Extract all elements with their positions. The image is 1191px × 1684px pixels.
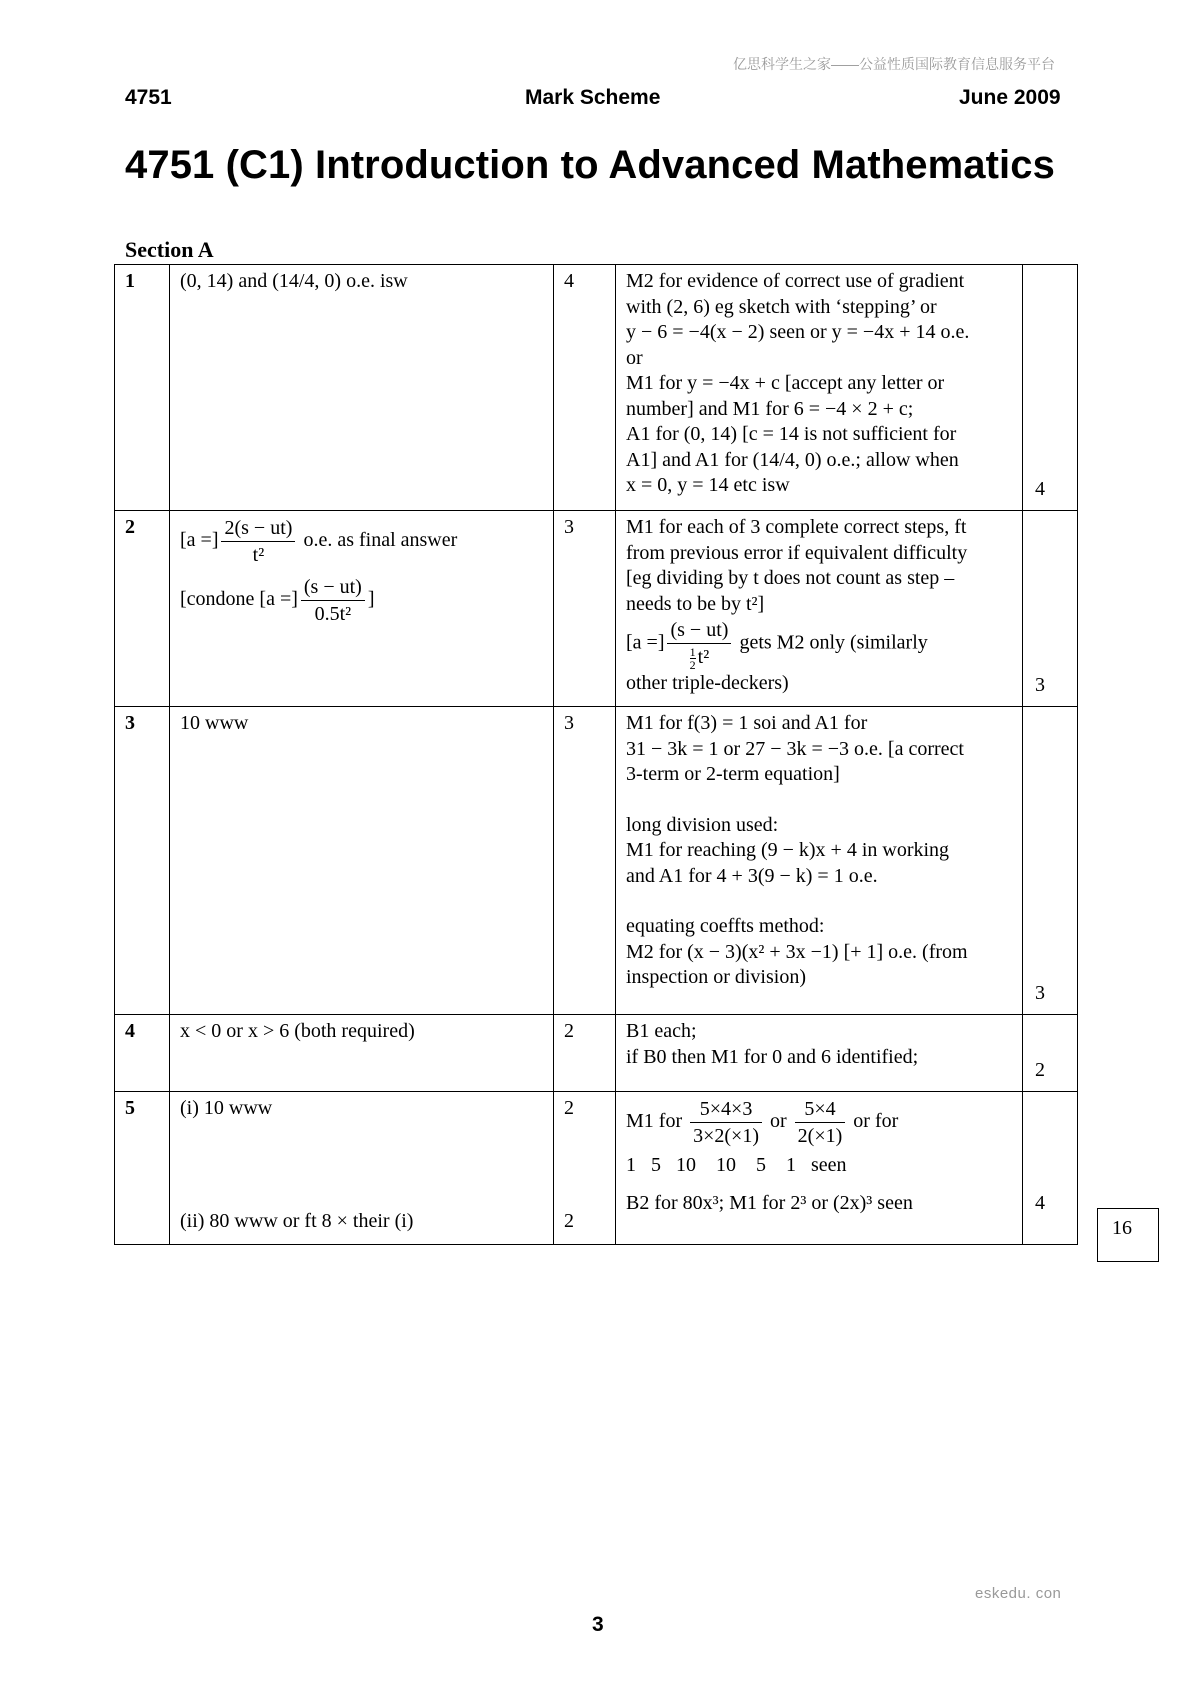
question-number: 3 bbox=[115, 707, 170, 1015]
table-row bbox=[115, 1015, 1078, 1092]
guidance-line: M2 for evidence of correct use of gradient bbox=[626, 270, 965, 292]
fraction-numerator: 5×4×3 bbox=[690, 1096, 762, 1123]
spacer bbox=[626, 788, 1016, 813]
guidance-line: 31 − 3k = 1 or 27 − 3k = −3 o.e. [a correct bbox=[626, 737, 964, 760]
row-total: 3 bbox=[1035, 673, 1045, 696]
spacer bbox=[626, 889, 1016, 914]
guidance-or: or bbox=[770, 1110, 787, 1133]
guidance-cell bbox=[616, 265, 1023, 511]
row-total: 4 bbox=[1035, 1191, 1045, 1214]
answer-cell: (0, 14) and (14/4, 0) o.e. isw bbox=[170, 265, 554, 511]
guidance-line: equating coeffts method: bbox=[626, 915, 825, 937]
fraction-denominator: 0.5t² bbox=[314, 603, 352, 625]
fraction-denominator: 3×2(×1) bbox=[693, 1125, 759, 1147]
answer-fraction bbox=[221, 515, 295, 568]
condone-fraction bbox=[301, 574, 365, 627]
mark-cell bbox=[554, 1092, 616, 1245]
table-row bbox=[115, 1092, 1078, 1245]
guidance-line: y − 6 = −4(x − 2) seen or y = −4x + 14 o.e. bbox=[626, 321, 970, 343]
guidance-formula bbox=[626, 617, 1016, 671]
guidance-line: M2 for (x − 3)(x² + 3x −1) [+ 1] o.e. (from bbox=[626, 940, 968, 963]
spacer bbox=[180, 1122, 543, 1209]
guidance-line: if B0 then M1 for 0 and 6 identified; bbox=[626, 1045, 919, 1068]
spacer bbox=[564, 1122, 605, 1209]
guidance-line: [eg dividing by t does not count as step – bbox=[626, 567, 955, 589]
guidance-fraction bbox=[667, 617, 731, 671]
guidance-line: long division used: bbox=[626, 813, 779, 836]
mark-cell: 3 bbox=[554, 511, 616, 707]
mark-cell: 4 bbox=[554, 265, 616, 511]
answer-suffix: o.e. as final answer bbox=[303, 529, 458, 552]
fraction-denominator bbox=[667, 644, 731, 671]
guidance-cell bbox=[616, 1015, 1023, 1092]
fraction-numerator: 5×4 bbox=[795, 1096, 846, 1123]
total-cell bbox=[1023, 707, 1078, 1015]
fraction-denominator: t² bbox=[252, 544, 265, 566]
guidance-m1: M1 for bbox=[626, 1110, 683, 1133]
total-cell bbox=[1023, 1092, 1078, 1245]
guidance-line: A1] and A1 for (14/4, 0) o.e.; allow when bbox=[626, 448, 959, 471]
denominator-rest: t² bbox=[697, 646, 710, 668]
guidance-cell bbox=[616, 707, 1023, 1015]
guidance-fraction bbox=[690, 1096, 762, 1149]
guidance-formula bbox=[626, 1096, 1016, 1149]
half-denominator: 2 bbox=[689, 657, 696, 672]
mark-part-ii: 2 bbox=[564, 1209, 574, 1232]
pascal-row: 1 5 10 10 5 1 seen bbox=[626, 1154, 847, 1176]
fraction-denominator: 2(×1) bbox=[797, 1125, 843, 1147]
total-cell bbox=[1023, 511, 1078, 707]
guidance-frac-suffix: gets M2 only (similarly bbox=[739, 631, 928, 654]
answer-cell: 10 www bbox=[170, 707, 554, 1015]
question-number: 4 bbox=[115, 1015, 170, 1092]
half-fraction bbox=[690, 646, 696, 671]
guidance-line: or bbox=[626, 346, 643, 369]
row-total: 2 bbox=[1035, 1058, 1045, 1081]
guidance-line: needs to be by t²] bbox=[626, 592, 765, 615]
answer-cell bbox=[170, 511, 554, 707]
condone-suffix: ] bbox=[367, 588, 375, 611]
question-number: 5 bbox=[115, 1092, 170, 1245]
guidance-line: M1 for reaching (9 − k)x + 4 in working bbox=[626, 839, 950, 861]
guidance-cell bbox=[616, 1092, 1023, 1245]
guidance-line: B1 each; bbox=[626, 1020, 697, 1042]
answer-formula bbox=[180, 515, 543, 568]
guidance-fraction bbox=[795, 1096, 846, 1149]
guidance-line: inspection or division) bbox=[626, 966, 806, 988]
question-number: 1 bbox=[115, 265, 170, 511]
header-date: June 2009 bbox=[959, 86, 1061, 109]
mark-part-i: 2 bbox=[564, 1097, 574, 1119]
answer-cell: x < 0 or x > 6 (both required) bbox=[170, 1015, 554, 1092]
guidance-line: 3-term or 2-term equation] bbox=[626, 763, 840, 785]
watermark-top: 亿思科学生之家——公益性质国际教育信息服务平台 bbox=[733, 56, 1055, 72]
guidance-line: with (2, 6) eg sketch with ‘stepping’ or bbox=[626, 295, 937, 318]
answer-prefix: [a =] bbox=[180, 529, 219, 552]
guidance-line: number] and M1 for 6 = −4 × 2 + c; bbox=[626, 397, 914, 420]
guidance-line: M1 for f(3) = 1 soi and A1 for bbox=[626, 712, 868, 734]
mark-cell: 2 bbox=[554, 1015, 616, 1092]
row-total: 3 bbox=[1035, 981, 1045, 1004]
guidance-frac-prefix: [a =] bbox=[626, 631, 665, 654]
guidance-line: M1 for each of 3 complete correct steps, ft bbox=[626, 516, 967, 538]
mark-cell: 3 bbox=[554, 707, 616, 1015]
guidance-line: B2 for 80x³; M1 for 2³ or (2x)³ seen bbox=[626, 1191, 913, 1214]
question-number: 2 bbox=[115, 511, 170, 707]
mark-scheme-table bbox=[114, 264, 1078, 1245]
answer-part-i: (i) 10 www bbox=[180, 1097, 273, 1119]
header-code: 4751 bbox=[125, 86, 172, 109]
guidance-line: from previous error if equivalent difficulty bbox=[626, 541, 968, 564]
page-number: 3 bbox=[592, 1613, 604, 1636]
row-total: 4 bbox=[1035, 477, 1045, 500]
table-row bbox=[115, 511, 1078, 707]
section-heading: Section A bbox=[125, 237, 214, 262]
fraction-numerator: 2(s − ut) bbox=[221, 515, 295, 542]
guidance-line: and A1 for 4 + 3(9 − k) = 1 o.e. bbox=[626, 864, 878, 887]
condone-prefix: [condone [a =] bbox=[180, 588, 298, 611]
guidance-line: M1 for y = −4x + c [accept any letter or bbox=[626, 372, 945, 394]
table-row bbox=[115, 707, 1078, 1015]
guidance-line: x = 0, y = 14 etc isw bbox=[626, 474, 790, 496]
total-cell bbox=[1023, 265, 1078, 511]
guidance-cell bbox=[616, 511, 1023, 707]
half-numerator: 1 bbox=[689, 644, 696, 659]
section-total: 16 bbox=[1112, 1217, 1132, 1239]
section-total-box bbox=[1097, 1208, 1159, 1262]
table-row bbox=[115, 265, 1078, 511]
page-title: 4751 (C1) Introduction to Advanced Mathematics bbox=[125, 143, 1055, 187]
fraction-numerator: (s − ut) bbox=[301, 574, 365, 601]
guidance-or-for: or for bbox=[853, 1110, 899, 1133]
guidance-line: other triple-deckers) bbox=[626, 671, 789, 694]
watermark-bottom: eskedu. con bbox=[975, 1585, 1062, 1602]
header-title: Mark Scheme bbox=[525, 86, 661, 109]
answer-cell bbox=[170, 1092, 554, 1245]
condone-formula bbox=[180, 574, 543, 627]
guidance-line: A1 for (0, 14) [c = 14 is not sufficient for bbox=[626, 423, 957, 445]
answer-part-ii: (ii) 80 www or ft 8 × their (i) bbox=[180, 1209, 414, 1232]
fraction-numerator: (s − ut) bbox=[667, 617, 731, 644]
total-cell bbox=[1023, 1015, 1078, 1092]
